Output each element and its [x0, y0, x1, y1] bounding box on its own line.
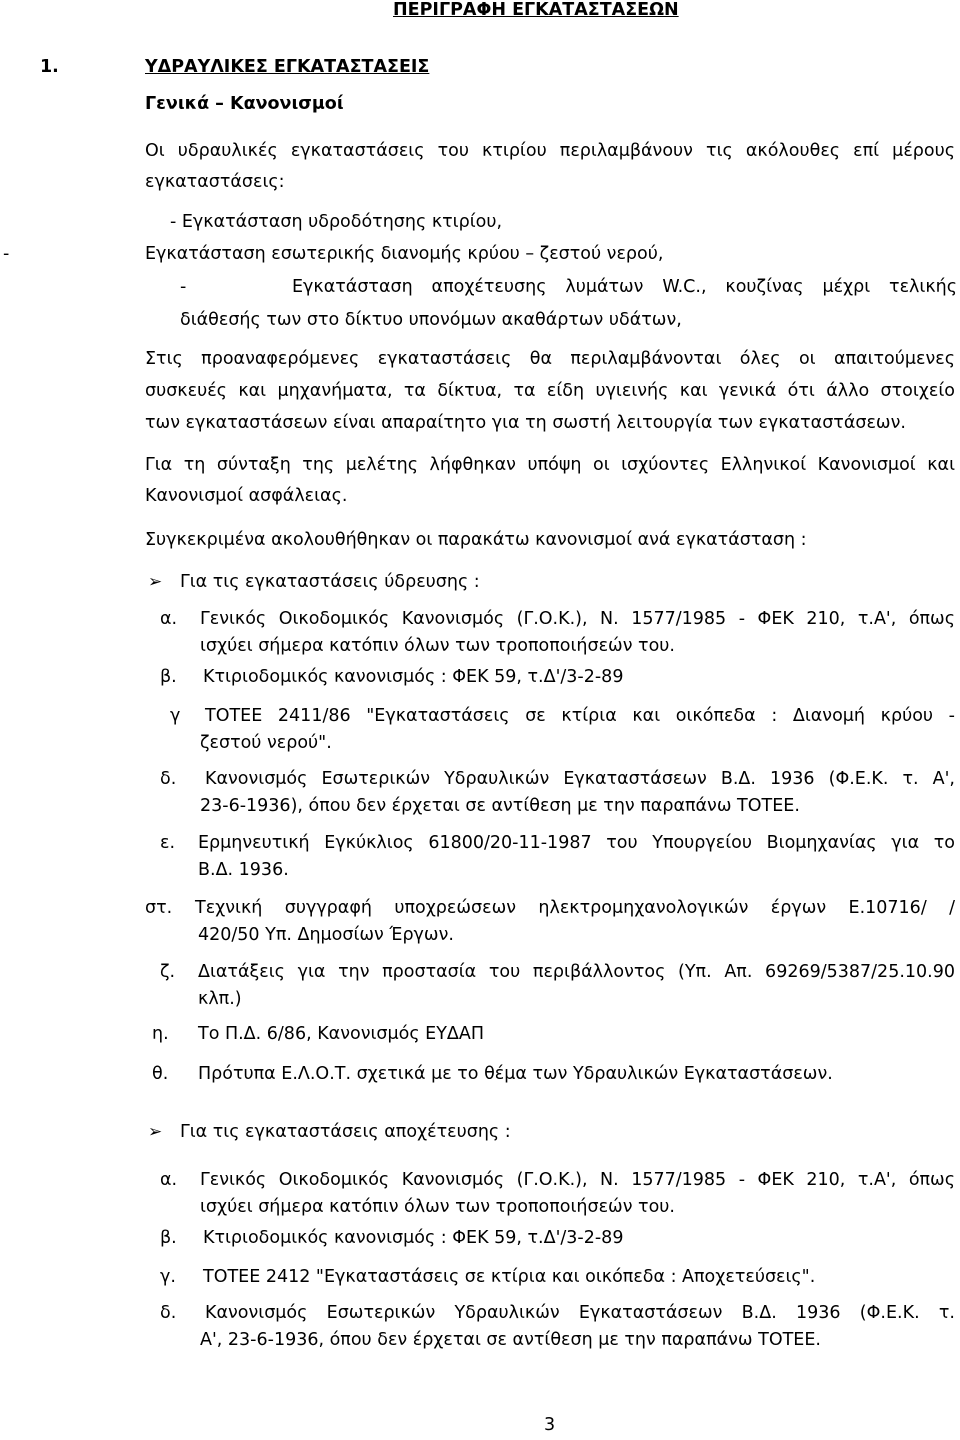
list-item-line: Ερμηνευτική Εγκύκλιος 61800/20-11-1987 του Υπουργείου Βιομηχανίας για το	[198, 833, 955, 853]
list-item-line: Τεχνική συγγραφή υποχρεώσεων ηλεκτρομηχανολογικών έργων Ε.10716/ /	[195, 898, 955, 918]
list-item-line: ΤΟΤΕΕ 2411/86 "Εγκαταστάσεις σε κτίρια και οικόπεδα : Διανομή κρύου -	[205, 706, 955, 726]
list-item-marker: β.	[160, 667, 177, 687]
page-number: 3	[544, 1415, 556, 1435]
list-item-line: Α', 23-6-1936, όπου δεν έρχεται σε αντίθεση με την παραπάνω ΤΟΤΕΕ.	[200, 1330, 821, 1350]
section-number: 1.	[40, 57, 59, 77]
paragraph-1-line-3: των εγκαταστάσεων είναι απαραίτητο για τη σωστή λειτουργία των εγκαταστάσεων.	[145, 413, 906, 433]
list-item-marker: στ.	[145, 898, 173, 918]
list-item-line: ΤΟΤΕΕ 2412 "Εγκαταστάσεις σε κτίρια και οικόπεδα : Αποχετεύσεις".	[203, 1267, 816, 1287]
paragraph-2-line-2: Κανονισμοί ασφάλειας.	[145, 486, 348, 506]
list-item-line: Κανονισμός Εσωτερικών Υδραυλικών Εγκαταστάσεων Β.Δ. 1936 (Φ.Ε.Κ. τ.	[205, 1303, 955, 1323]
section-subtitle: Γενικά – Κανονισμοί	[145, 94, 344, 114]
dash-item-1: - Εγκατάσταση υδροδότησης κτιρίου,	[170, 212, 503, 232]
list-item-marker: α.	[160, 609, 178, 629]
arrow-bullet-icon: ➢	[148, 572, 163, 592]
intro-line-2: εγκαταστάσεις:	[145, 172, 285, 192]
list-item-line: Γενικός Οικοδομικός Κανονισμός (Γ.Ο.Κ.), Ν. 1577/1985 - ΦΕΚ 210, τ.Α', όπως	[200, 1170, 955, 1190]
dash-item-2: Εγκατάσταση εσωτερικής διανομής κρύου – ζεστού νερού,	[145, 244, 664, 264]
list-item-marker: γ	[170, 706, 181, 726]
list-item-marker: γ.	[160, 1267, 176, 1287]
list-item-line: ζεστού νερού".	[200, 733, 332, 753]
list-item-line: Διατάξεις για την προστασία του περιβάλλοντος (Υπ. Απ. 69269/5387/25.10.90	[198, 962, 955, 982]
list-item-line: Κτιριοδομικός κανονισμός : ΦΕΚ 59, τ.Δ'/3-2-89	[203, 1228, 624, 1248]
arrow-bullet-icon: ➢	[148, 1122, 163, 1142]
list-item-line: Το Π.Δ. 6/86, Κανονισμός ΕΥΔΑΠ	[198, 1024, 485, 1044]
list-item-line: κλπ.)	[198, 989, 242, 1009]
list-item-marker: δ.	[160, 769, 177, 789]
list-item-marker: ζ.	[160, 962, 176, 982]
list-item-line: ισχύει σήμερα κατόπιν όλων των τροποποιήσεών του.	[200, 1197, 675, 1217]
list-item-line: ισχύει σήμερα κατόπιν όλων των τροποποιήσεών του.	[200, 636, 675, 656]
list-item-line: Γενικός Οικοδομικός Κανονισμός (Γ.Ο.Κ.), Ν. 1577/1985 - ΦΕΚ 210, τ.Α', όπως	[200, 609, 955, 629]
list-item-line: Κανονισμός Εσωτερικών Υδραυλικών Εγκαταστάσεων Β.Δ. 1936 (Φ.Ε.Κ. τ. Α',	[205, 769, 955, 789]
paragraph-1-line-2: συσκευές και μηχανήματα, τα δίκτυα, τα είδη υγιεινής και γενικά ότι άλλο στοιχείο	[145, 381, 955, 401]
list-item-marker: α.	[160, 1170, 178, 1190]
list-item-line: Κτιριοδομικός κανονισμός : ΦΕΚ 59, τ.Δ'/3-2-89	[203, 667, 624, 687]
list-item-marker: η.	[152, 1024, 169, 1044]
sewage-heading: Για τις εγκαταστάσεις αποχέτευσης :	[180, 1122, 511, 1142]
document-header-title: ΠΕΡΙΓΡΑΦΗ ΕΓΚΑΤΑΣΤΑΣΕΩΝ	[393, 0, 679, 20]
dash-item-3: Εγκατάσταση αποχέτευσης λυμάτων W.C., κουζίνας μέχρι τελικής	[292, 277, 957, 297]
dash-item-2-marker: -	[3, 244, 10, 264]
list-item-line: 23-6-1936), όπου δεν έρχεται σε αντίθεση με την παραπάνω ΤΟΤΕΕ.	[200, 796, 800, 816]
list-item-line: Πρότυπα Ε.Λ.Ο.Τ. σχετικά με το θέμα των Υδραυλικών Εγκαταστάσεων.	[198, 1064, 833, 1084]
paragraph-1-line-1: Στις προαναφερόμενες εγκαταστάσεις θα περιλαμβάνονται όλες οι απαιτούμενες	[145, 349, 955, 369]
list-item-marker: δ.	[160, 1303, 177, 1323]
list-item-line: 420/50 Υπ. Δημοσίων Έργων.	[198, 925, 454, 945]
list-item-marker: θ.	[152, 1064, 169, 1084]
paragraph-2-line-1: Για τη σύνταξη της μελέτης λήφθηκαν υπόψη οι ισχύοντες Ελληνικοί Κανονισμοί και	[145, 455, 955, 475]
paragraph-3-line-1: Συγκεκριμένα ακολουθήθηκαν οι παρακάτω κανονισμοί ανά εγκατάσταση :	[145, 530, 807, 550]
list-item-marker: ε.	[160, 833, 176, 853]
water-supply-heading: Για τις εγκαταστάσεις ύδρευσης :	[180, 572, 480, 592]
section-title: ΥΔΡΑΥΛΙΚΕΣ ΕΓΚΑΤΑΣΤΑΣΕΙΣ	[145, 57, 430, 77]
list-item-line: Β.Δ. 1936.	[198, 860, 289, 880]
list-item-marker: β.	[160, 1228, 177, 1248]
dash-item-3-marker: -	[180, 277, 187, 297]
intro-line-1: Οι υδραυλικές εγκαταστάσεις του κτιρίου περιλαμβάνουν τις ακόλουθες επί μέρους	[145, 141, 955, 161]
dash-item-3-continued: διάθεσής των στο δίκτυο υπονόμων ακαθάρτων υδάτων,	[180, 310, 682, 330]
